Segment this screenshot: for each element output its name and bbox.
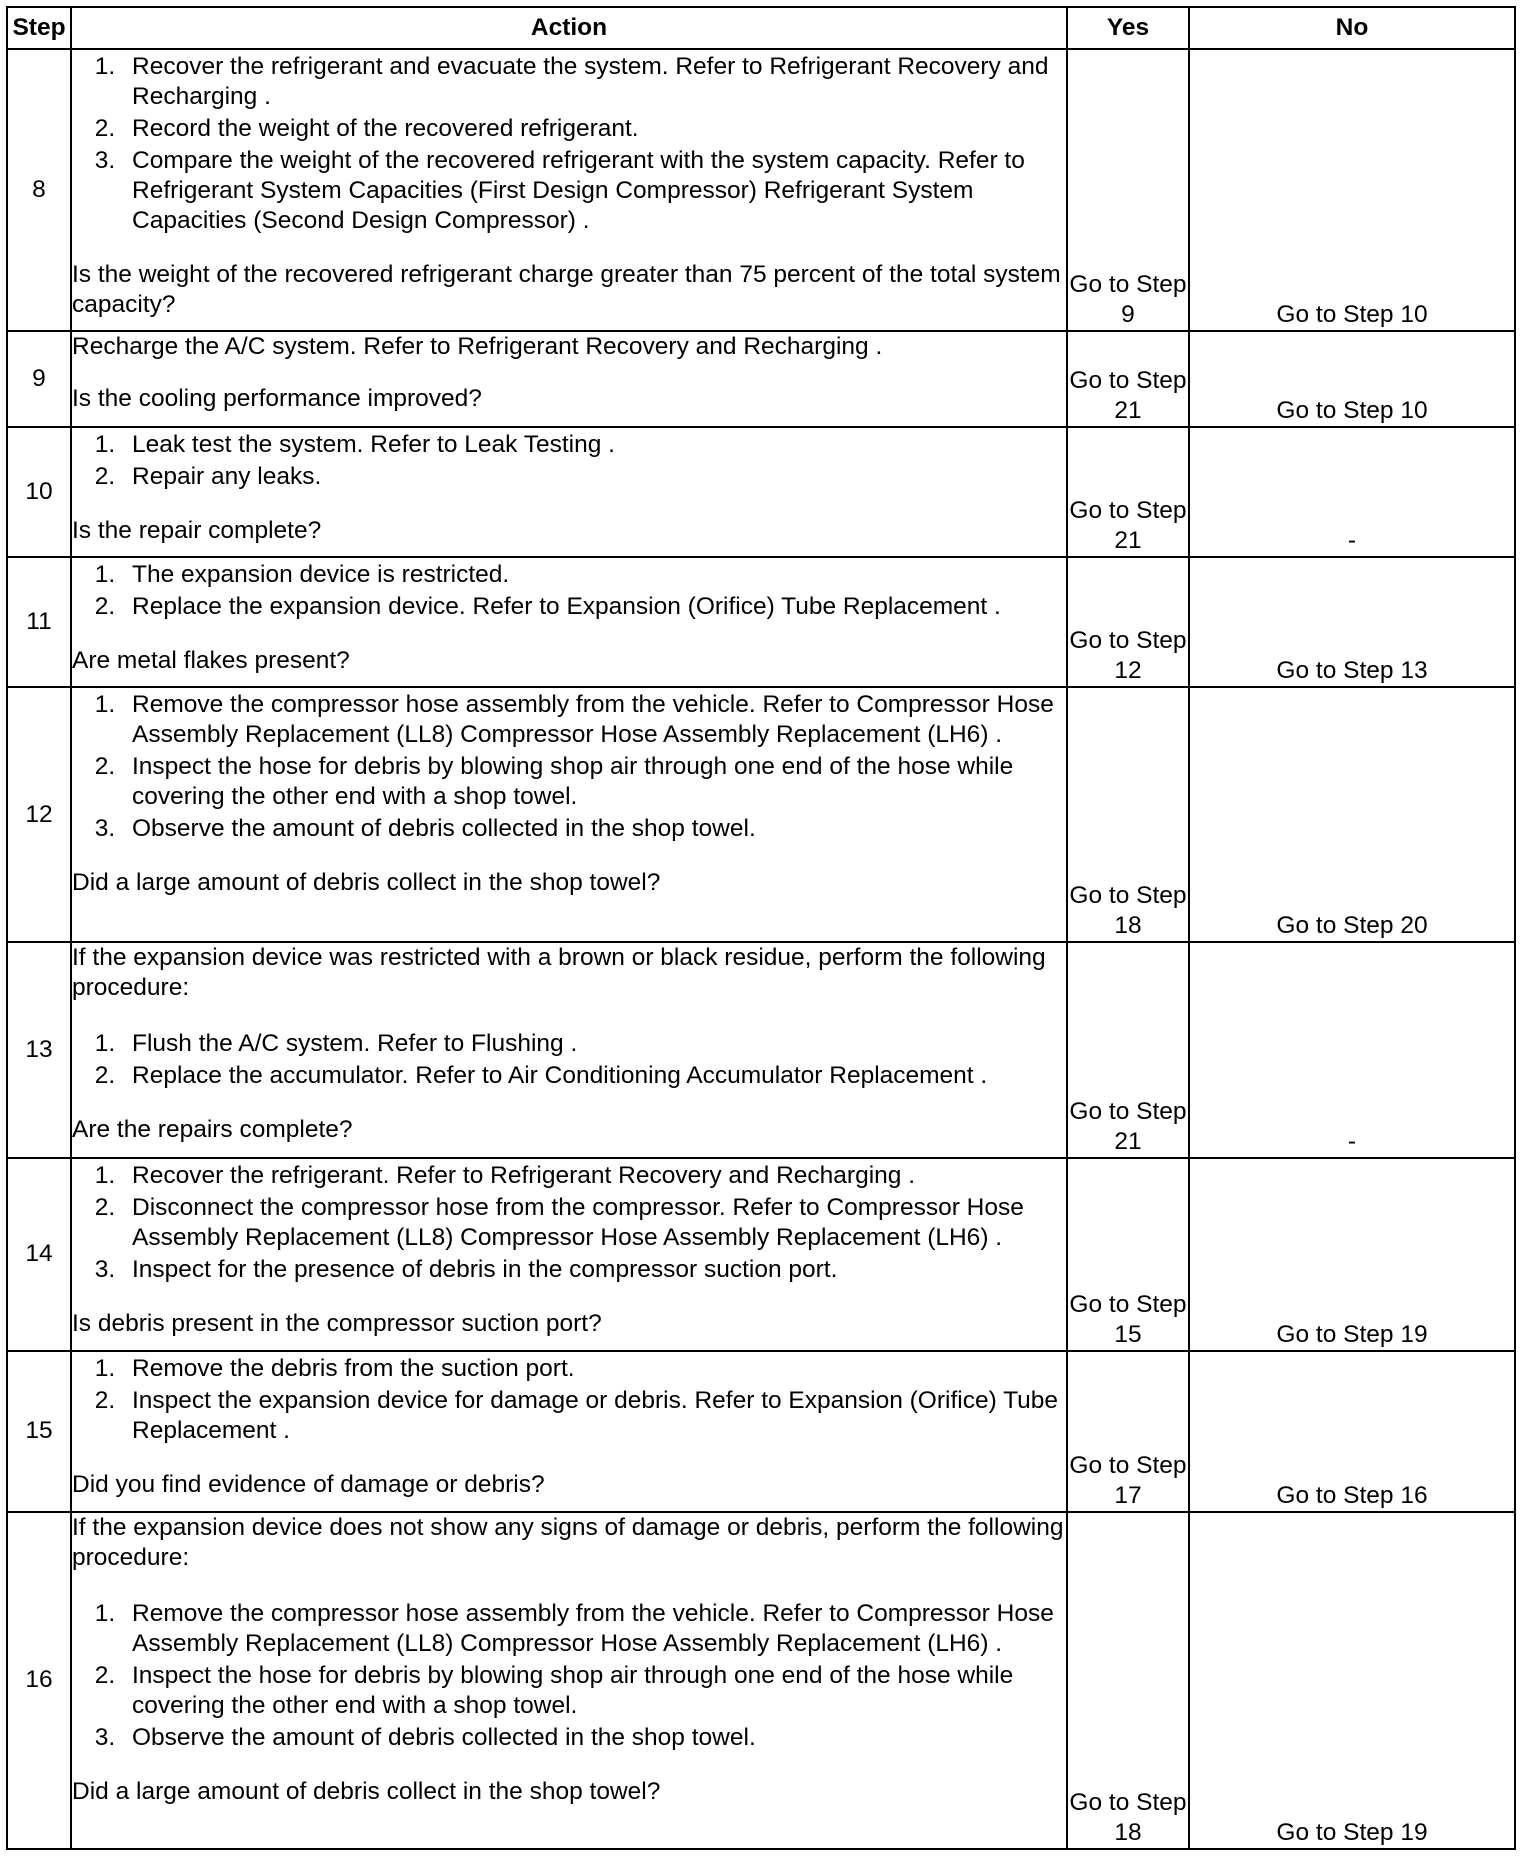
yes-outcome: Go to Step 9 xyxy=(1067,49,1189,331)
yes-outcome: Go to Step 21 xyxy=(1067,942,1189,1157)
action-step-item: 2. Inspect the expansion device for damage or debris. Refer to Expansion (Orifice) Tube Replacement . xyxy=(122,1386,1066,1446)
action-steps-list xyxy=(72,1161,1066,1285)
no-outcome: Go to Step 20 xyxy=(1189,687,1515,942)
no-outcome: Go to Step 16 xyxy=(1189,1351,1515,1512)
action-cell xyxy=(71,427,1067,557)
action-steps-list xyxy=(72,1599,1066,1753)
action-step-item: 3. Observe the amount of debris collected in the shop towel. xyxy=(122,1723,1066,1753)
step-number: 13 xyxy=(7,942,71,1157)
table-row xyxy=(7,1158,1515,1351)
step-number: 15 xyxy=(7,1351,71,1512)
step-number: 16 xyxy=(7,1512,71,1849)
action-intro: If the expansion device was restricted with a brown or black residue, perform the following procedure: xyxy=(72,944,1046,1002)
action-cell xyxy=(71,49,1067,331)
action-steps-list xyxy=(72,560,1066,622)
action-step-item: 2. Record the weight of the recovered refrigerant. xyxy=(122,114,1066,144)
action-cell xyxy=(71,1512,1067,1849)
action-steps-list xyxy=(72,430,1066,492)
action-question: Did a large amount of debris collect in the shop towel? xyxy=(72,1777,661,1805)
header-yes: Yes xyxy=(1067,7,1189,49)
step-number: 10 xyxy=(7,427,71,557)
table-row xyxy=(7,687,1515,942)
action-step-item: 1. Recover the refrigerant. Refer to Refrigerant Recovery and Recharging . xyxy=(122,1161,1066,1191)
action-step-item: 1. Flush the A/C system. Refer to Flushing . xyxy=(122,1029,1066,1059)
action-steps-list xyxy=(72,52,1066,236)
table-row xyxy=(7,49,1515,331)
action-step-item: 1. Leak test the system. Refer to Leak Testing . xyxy=(122,430,1066,460)
action-cell xyxy=(71,557,1067,687)
yes-outcome: Go to Step 17 xyxy=(1067,1351,1189,1512)
action-cell xyxy=(71,1158,1067,1351)
table-row xyxy=(7,427,1515,557)
action-step-item: 1. Recover the refrigerant and evacuate the system. Refer to Refrigerant Recovery and Recharging . xyxy=(122,52,1066,112)
action-question: Is the cooling performance improved? xyxy=(72,385,482,413)
action-step-item: 2. Inspect the hose for debris by blowing shop air through one end of the hose while covering the other end with a shop towel. xyxy=(122,752,1066,812)
table-row xyxy=(7,1351,1515,1512)
table-row xyxy=(7,331,1515,427)
action-intro: Recharge the A/C system. Refer to Refrigerant Recovery and Recharging . xyxy=(72,333,883,361)
action-cell xyxy=(71,942,1067,1157)
action-cell xyxy=(71,687,1067,942)
action-question: Are the repairs complete? xyxy=(72,1116,353,1144)
action-steps-list xyxy=(72,1354,1066,1446)
no-outcome: Go to Step 19 xyxy=(1189,1158,1515,1351)
action-step-item: 1. Remove the compressor hose assembly from the vehicle. Refer to Compressor Hose Assembly Replacement (LL8) Compressor Hose Assembly Replacement (LH6) . xyxy=(122,1599,1066,1659)
header-action: Action xyxy=(71,7,1067,49)
action-question: Did you find evidence of damage or debris? xyxy=(72,1470,545,1498)
no-outcome: Go to Step 13 xyxy=(1189,557,1515,687)
action-step-item: 3. Compare the weight of the recovered refrigerant with the system capacity. Refer to Refrigerant System Capacities (First Design Compressor) Refrigerant System Capacities (Second Design Compressor) . xyxy=(122,146,1066,236)
no-outcome: Go to Step 19 xyxy=(1189,1512,1515,1849)
action-question: Is debris present in the compressor suction port? xyxy=(72,1309,602,1337)
no-outcome: - xyxy=(1189,427,1515,557)
action-step-item: 3. Observe the amount of debris collected in the shop towel. xyxy=(122,814,1066,844)
action-cell xyxy=(71,331,1067,427)
action-step-item: 1. The expansion device is restricted. xyxy=(122,560,1066,590)
step-number: 9 xyxy=(7,331,71,427)
action-step-item: 1. Remove the compressor hose assembly from the vehicle. Refer to Compressor Hose Assembly Replacement (LL8) Compressor Hose Assembly Replacement (LH6) . xyxy=(122,690,1066,750)
yes-outcome: Go to Step 18 xyxy=(1067,687,1189,942)
action-step-item: 3. Inspect for the presence of debris in the compressor suction port. xyxy=(122,1255,1066,1285)
table-row xyxy=(7,1512,1515,1849)
action-step-item: 1. Remove the debris from the suction port. xyxy=(122,1354,1066,1384)
no-outcome: Go to Step 10 xyxy=(1189,49,1515,331)
yes-outcome: Go to Step 18 xyxy=(1067,1512,1189,1849)
action-step-item: 2. Inspect the hose for debris by blowing shop air through one end of the hose while covering the other end with a shop towel. xyxy=(122,1661,1066,1721)
diagnostic-table xyxy=(6,6,1516,1850)
header-no: No xyxy=(1189,7,1515,49)
step-number: 12 xyxy=(7,687,71,942)
action-question: Are metal flakes present? xyxy=(72,647,350,675)
action-cell xyxy=(71,1351,1067,1512)
yes-outcome: Go to Step 12 xyxy=(1067,557,1189,687)
action-step-item: 2. Replace the accumulator. Refer to Air Conditioning Accumulator Replacement . xyxy=(122,1061,1066,1091)
step-number: 8 xyxy=(7,49,71,331)
yes-outcome: Go to Step 15 xyxy=(1067,1158,1189,1351)
action-steps-list xyxy=(72,690,1066,844)
action-step-item: 2. Disconnect the compressor hose from the compressor. Refer to Compressor Hose Assembly Replacement (LL8) Compressor Hose Assembly Replacement (LH6) . xyxy=(122,1193,1066,1253)
yes-outcome: Go to Step 21 xyxy=(1067,331,1189,427)
action-question: Is the repair complete? xyxy=(72,517,322,545)
table-row xyxy=(7,557,1515,687)
action-step-item: 2. Replace the expansion device. Refer to Expansion (Orifice) Tube Replacement . xyxy=(122,592,1066,622)
action-question: Is the weight of the recovered refrigerant charge greater than 75 percent of the total system capacity? xyxy=(72,261,1061,318)
no-outcome: - xyxy=(1189,942,1515,1157)
action-question: Did a large amount of debris collect in the shop towel? xyxy=(72,869,661,897)
table-row xyxy=(7,942,1515,1157)
action-steps-list xyxy=(72,1029,1066,1091)
step-number: 11 xyxy=(7,557,71,687)
step-number: 14 xyxy=(7,1158,71,1351)
action-intro: If the expansion device does not show any signs of damage or debris, perform the following procedure: xyxy=(72,1513,1064,1571)
header-row xyxy=(7,7,1515,49)
no-outcome: Go to Step 10 xyxy=(1189,331,1515,427)
header-step: Step xyxy=(7,7,71,49)
action-step-item: 2. Repair any leaks. xyxy=(122,462,1066,492)
yes-outcome: Go to Step 21 xyxy=(1067,427,1189,557)
